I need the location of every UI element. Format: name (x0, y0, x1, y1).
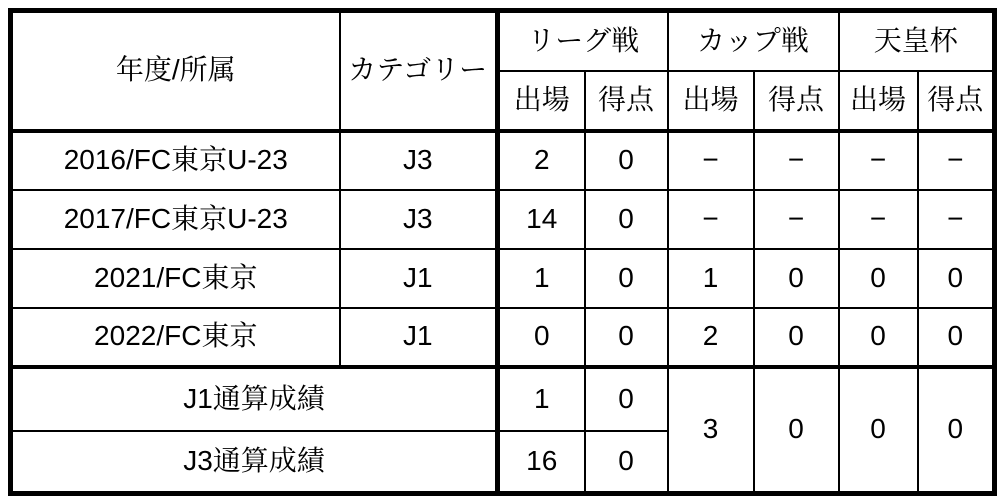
header-year-affiliation: 年度/所属 (11, 11, 340, 131)
totals-emperors-appearances: 0 (839, 367, 918, 494)
stat-cell: − (839, 190, 918, 249)
header-group-league: リーグ戦 (498, 11, 668, 71)
header-category: カテゴリー (340, 11, 498, 131)
stat-cell: 0 (754, 249, 839, 308)
category-cell: J3 (340, 131, 498, 190)
stat-cell: − (754, 131, 839, 190)
stat-cell: 16 (498, 431, 585, 494)
stat-cell: 0 (585, 131, 668, 190)
stat-cell: 2 (668, 308, 754, 367)
year-affiliation-cell: 2017/FC東京U-23 (11, 190, 340, 249)
table-row (11, 131, 995, 190)
career-stats-table (8, 8, 997, 496)
stat-cell: 2 (498, 131, 585, 190)
stat-cell: 1 (498, 249, 585, 308)
category-cell: J1 (340, 249, 498, 308)
totals-label-j1: J1通算成績 (11, 367, 498, 431)
header-group-cup: カップ戦 (668, 11, 839, 71)
stat-cell: 1 (668, 249, 754, 308)
stat-cell: 0 (585, 431, 668, 494)
category-cell: J1 (340, 308, 498, 367)
totals-cup-appearances: 3 (668, 367, 754, 494)
stat-cell: − (668, 131, 754, 190)
table-row (11, 308, 995, 367)
stat-cell: 0 (498, 308, 585, 367)
header-emperors-goals: 得点 (918, 71, 995, 131)
stat-cell: 0 (839, 249, 918, 308)
year-affiliation-cell: 2016/FC東京U-23 (11, 131, 340, 190)
header-league-appearances: 出場 (498, 71, 585, 131)
stat-cell: − (668, 190, 754, 249)
stat-cell: 0 (585, 249, 668, 308)
stat-cell: 0 (585, 367, 668, 431)
stat-cell: 0 (918, 308, 995, 367)
year-affiliation-cell: 2021/FC東京 (11, 249, 340, 308)
header-league-goals: 得点 (585, 71, 668, 131)
table-row (11, 190, 995, 249)
stat-cell: 0 (585, 190, 668, 249)
stat-cell: 0 (839, 308, 918, 367)
totals-cup-goals: 0 (754, 367, 839, 494)
stat-cell: 0 (585, 308, 668, 367)
header-cup-appearances: 出場 (668, 71, 754, 131)
totals-emperors-goals: 0 (918, 367, 995, 494)
stat-cell: − (918, 131, 995, 190)
year-affiliation-cell: 2022/FC東京 (11, 308, 340, 367)
header-group-emperors-cup: 天皇杯 (839, 11, 995, 71)
stat-cell: − (754, 190, 839, 249)
header-emperors-appearances: 出場 (839, 71, 918, 131)
totals-label-j3: J3通算成績 (11, 431, 498, 494)
stat-cell: − (918, 190, 995, 249)
stat-cell: 1 (498, 367, 585, 431)
stat-cell: 0 (918, 249, 995, 308)
category-cell: J3 (340, 190, 498, 249)
stat-cell: 14 (498, 190, 585, 249)
header-group-row (11, 11, 995, 71)
stat-cell: − (839, 131, 918, 190)
table-row (11, 249, 995, 308)
header-cup-goals: 得点 (754, 71, 839, 131)
totals-row-j1 (11, 367, 995, 431)
stat-cell: 0 (754, 308, 839, 367)
